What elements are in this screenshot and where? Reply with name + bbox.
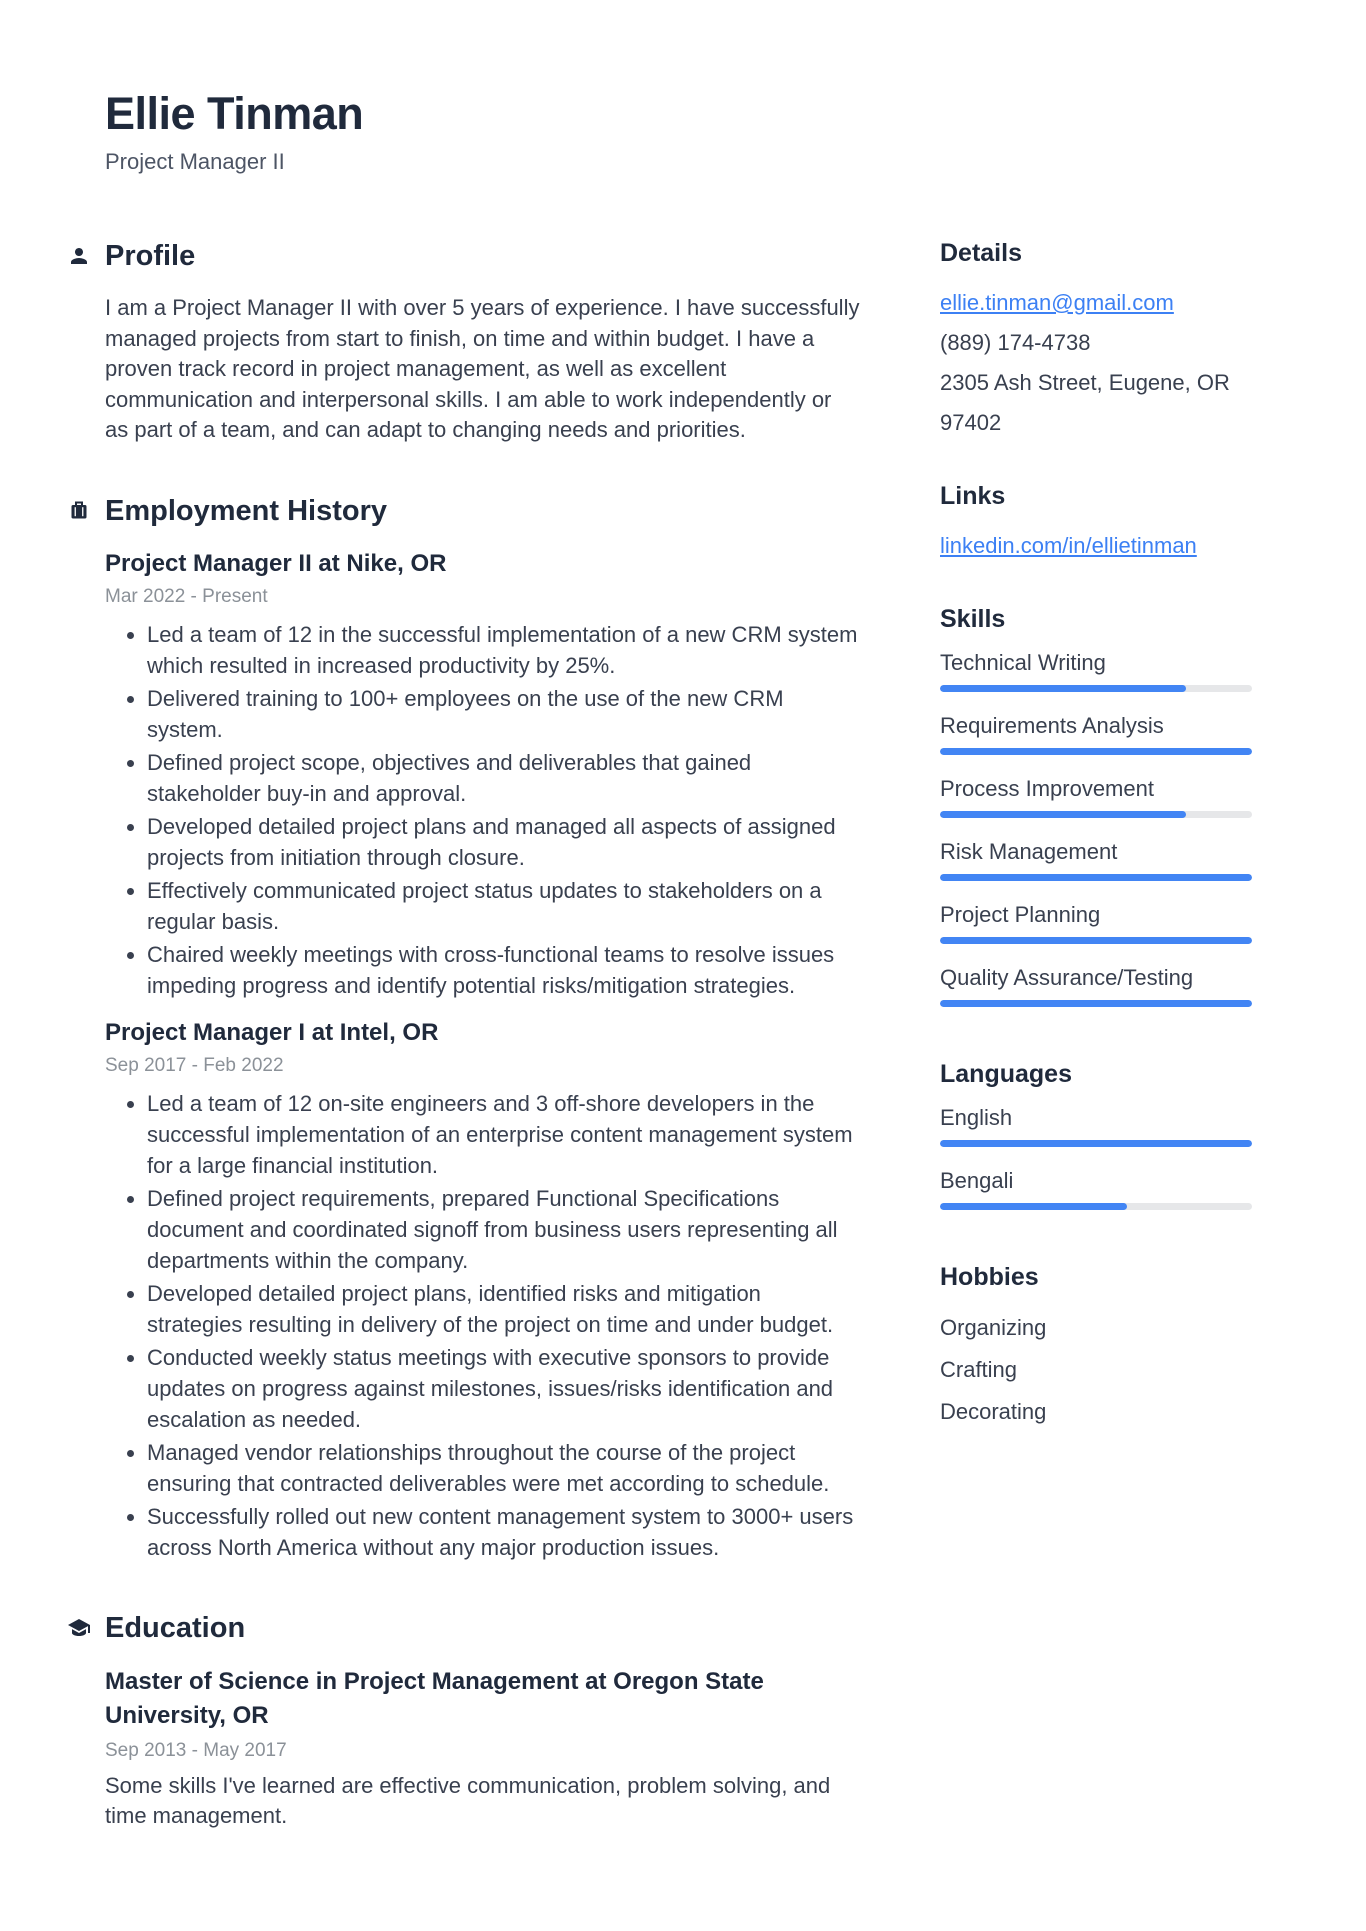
job-bullet-list bbox=[105, 619, 860, 1001]
skill-bar-fill bbox=[940, 937, 1252, 944]
phone-number: (889) 174-4738 bbox=[940, 330, 1091, 355]
job-bullet: • Defined project scope, objectives and deliverables that gained stakeholder buy-in and approval. bbox=[147, 747, 860, 809]
education-degree: Master of Science in Project Management at Oregon State University, OR bbox=[105, 1667, 764, 1729]
language-bar-track bbox=[940, 1140, 1252, 1147]
skill-item bbox=[940, 712, 1252, 755]
job-dates: Mar 2022 - Present bbox=[105, 585, 268, 607]
job-bullet: • Chaired weekly meetings with cross-functional teams to resolve issues impeding progress and identify potential risks/mitigation strategies. bbox=[147, 939, 860, 1001]
job-entry bbox=[105, 548, 860, 1001]
skill-bar-fill bbox=[940, 1000, 1252, 1007]
hobby-item: Organizing bbox=[940, 1315, 1047, 1340]
languages-section bbox=[940, 1058, 1252, 1210]
skill-bar-track bbox=[940, 874, 1252, 881]
person-job-title: Project Manager II bbox=[105, 149, 285, 174]
skill-bar-track bbox=[940, 685, 1252, 692]
job-bullet: • Managed vendor relationships throughout the course of the project ensuring that contracted deliverables were met according to schedule. bbox=[147, 1437, 860, 1499]
main-column bbox=[105, 237, 860, 1878]
job-bullet-list bbox=[105, 1088, 860, 1563]
education-dates: Sep 2013 - May 2017 bbox=[105, 1739, 287, 1761]
links-section bbox=[940, 480, 1252, 566]
education-description: Some skills I've learned are effective communication, problem solving, and time management. bbox=[105, 1772, 831, 1828]
graduation-cap-icon bbox=[67, 1616, 91, 1640]
profile-section bbox=[105, 237, 860, 446]
job-title: Project Manager II at Nike, OR bbox=[105, 549, 447, 577]
skill-bar-track bbox=[940, 748, 1252, 755]
job-list bbox=[105, 548, 860, 1563]
skill-bar-fill bbox=[940, 811, 1186, 818]
links-list bbox=[940, 526, 1252, 566]
profile-text: I am a Project Manager II with over 5 years of experience. I have successfully managed projects from start to finish, on time and within budget. I have a proven track record in project management, as well as excellent communication and interpersonal skills. I am able to work independently or as part of a team, and can adapt to changing needs and priorities. bbox=[105, 295, 860, 442]
job-title: Project Manager I at Intel, OR bbox=[105, 1018, 439, 1046]
hobby-item: Decorating bbox=[940, 1399, 1047, 1424]
education-section bbox=[105, 1609, 860, 1832]
language-bar-track bbox=[940, 1203, 1252, 1210]
job-dates: Sep 2017 - Feb 2022 bbox=[105, 1054, 284, 1076]
skill-bar-fill bbox=[940, 748, 1252, 755]
language-item bbox=[940, 1167, 1252, 1210]
email-link[interactable]: ellie.tinman@gmail.com bbox=[940, 290, 1174, 315]
education-heading-label: Education bbox=[105, 1611, 246, 1644]
skill-bar-track bbox=[940, 937, 1252, 944]
education-heading bbox=[105, 1609, 860, 1647]
skill-item bbox=[940, 838, 1252, 881]
job-bullet: • Developed detailed project plans, identified risks and mitigation strategies resulting in delivery of the project on time and under budget. bbox=[147, 1278, 860, 1340]
content-columns bbox=[105, 237, 1252, 1878]
skill-label: Process Improvement bbox=[940, 776, 1154, 801]
job-bullet: • Led a team of 12 in the successful implementation of a new CRM system which resulted in increased productivity by 25%. bbox=[147, 619, 860, 681]
employment-heading-label: Employment History bbox=[105, 494, 387, 527]
links-heading: Links bbox=[940, 482, 1006, 510]
hobbies-heading: Hobbies bbox=[940, 1263, 1039, 1291]
linkedin-link[interactable]: linkedin.com/in/ellietinman bbox=[940, 533, 1197, 558]
job-bullet: • Delivered training to 100+ employees on the use of the new CRM system. bbox=[147, 683, 860, 745]
skills-section bbox=[940, 603, 1252, 1007]
skill-bar-fill bbox=[940, 874, 1252, 881]
language-label: English bbox=[940, 1105, 1013, 1130]
language-bar-fill bbox=[940, 1140, 1252, 1147]
job-bullet: • Led a team of 12 on-site engineers and 3 off-shore developers in the successful implementation of an enterprise content management system for a large financial institution. bbox=[147, 1088, 860, 1181]
sidebar bbox=[940, 237, 1252, 1878]
skill-bar-track bbox=[940, 811, 1252, 818]
skill-bar-track bbox=[940, 1000, 1252, 1007]
job-bullet: • Successfully rolled out new content management system to 3000+ users across North America without any major production issues. bbox=[147, 1501, 860, 1563]
language-label: Bengali bbox=[940, 1168, 1014, 1193]
skills-list bbox=[940, 649, 1252, 1007]
skill-label: Risk Management bbox=[940, 839, 1118, 864]
skill-bar-fill bbox=[940, 685, 1186, 692]
hobby-item: Crafting bbox=[940, 1357, 1018, 1382]
job-bullet: • Developed detailed project plans and managed all aspects of assigned projects from initiation through closure. bbox=[147, 811, 860, 873]
skill-item bbox=[940, 964, 1252, 1007]
person-name: Ellie Tinman bbox=[105, 88, 364, 139]
skill-item bbox=[940, 775, 1252, 818]
hobbies-section bbox=[940, 1261, 1252, 1433]
job-bullet: • Effectively communicated project status updates to stakeholders on a regular basis. bbox=[147, 875, 860, 937]
details-heading: Details bbox=[940, 239, 1022, 267]
employment-heading bbox=[105, 492, 860, 530]
skills-heading: Skills bbox=[940, 605, 1006, 633]
skill-label: Requirements Analysis bbox=[940, 713, 1164, 738]
job-bullet: • Defined project requirements, prepared Functional Specifications document and coordinated signoff from business users representing all departments within the company. bbox=[147, 1183, 860, 1276]
skill-item bbox=[940, 649, 1252, 692]
details-section bbox=[940, 237, 1252, 443]
person-icon bbox=[67, 244, 91, 268]
skill-label: Technical Writing bbox=[940, 650, 1106, 675]
hobbies-list bbox=[940, 1307, 1252, 1433]
language-bar-fill bbox=[940, 1203, 1127, 1210]
address: 2305 Ash Street, Eugene, OR 97402 bbox=[940, 370, 1230, 435]
profile-heading bbox=[105, 237, 860, 275]
briefcase-icon bbox=[67, 499, 91, 523]
resume-header bbox=[105, 88, 1252, 177]
languages-heading: Languages bbox=[940, 1060, 1072, 1088]
skill-item bbox=[940, 901, 1252, 944]
profile-heading-label: Profile bbox=[105, 240, 196, 272]
job-entry bbox=[105, 1017, 860, 1563]
job-bullet: • Conducted weekly status meetings with executive sponsors to provide updates on progress against milestones, issues/risks identification and escalation as needed. bbox=[147, 1342, 860, 1435]
skill-label: Quality Assurance/Testing bbox=[940, 965, 1194, 990]
employment-section bbox=[105, 492, 860, 1563]
languages-list bbox=[940, 1104, 1252, 1210]
language-item bbox=[940, 1104, 1252, 1147]
skill-label: Project Planning bbox=[940, 902, 1101, 927]
